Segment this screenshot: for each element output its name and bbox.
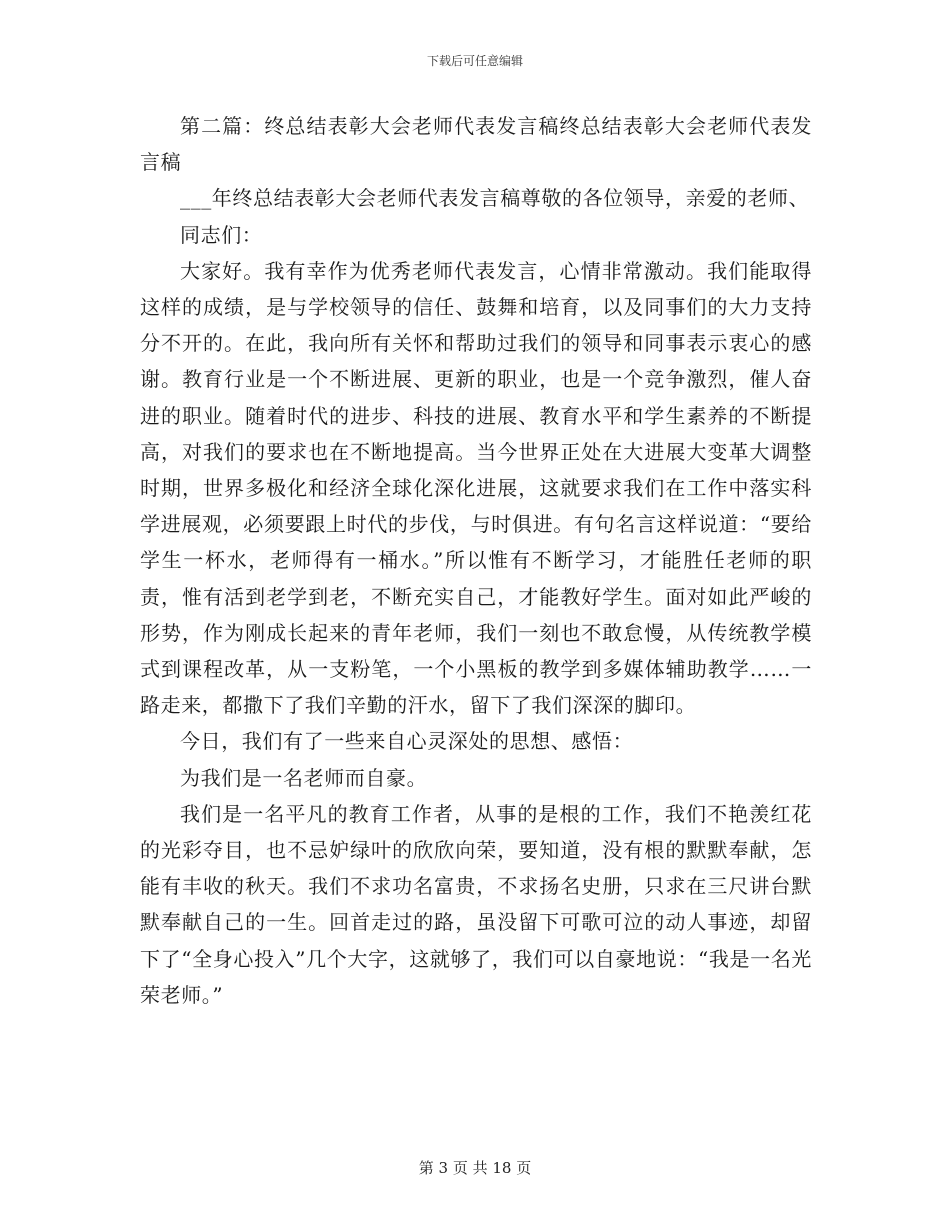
document-body (140, 108, 812, 1013)
section-title: 第二篇：终总结表彰大会老师代表发言稿终总结表彰大会老师代表发言稿 (140, 114, 812, 175)
paragraph-body: 为我们是一名老师而自豪。 (180, 765, 428, 790)
page-number-footer: 第 3 页 共 18 页 (418, 1159, 532, 1177)
paragraph-body: 大家好。我有幸作为优秀老师代表发言，心情非常激动。我们能取得这样的成绩，是与学校领导的信任、鼓舞和培育，以及同事们的大力支持分不开的。在此，我向所有关怀和帮助过我们的领导和同事表示衷心的感谢。教育行业是一个不断进展、更新的职业，也是一个竞争激烈，催人奋进的职业。随着时代的进步、科技的进展、教育水平和学生素养的不断提高，对我们的要求也在不断地提高。当今世界正处在大进展大变革大调整时期，世界多极化和经济全球化深化进展，这就要求我们在工作中落实科学进展观，必须要跟上时代的步伐，与时俱进。有句名言这样说道：“要给学生一杯水，老师得有一桶水。”所以惟有不断学习，才能胜任老师的职责，惟有活到老学到老，不断充实自己，才能教好学生。面对如此严峻的形势，作为刚成长起来的青年老师，我们一刻也不敢怠慢，从传统教学模式到课程改革，从一支粉笔，一个小黑板的教学到多媒体辅助教学……一路走来，都撒下了我们辛勤的汗水，留下了我们深深的脚印。 (140, 258, 812, 718)
page-header-note: 下载后可任意编辑 (426, 54, 523, 68)
paragraph-body: 今日，我们有了一些来自心灵深处的思想、感悟： (180, 729, 634, 754)
paragraph-salutation: 同志们： (180, 222, 263, 247)
paragraph-body: 我们是一名平凡的教育工作者，从事的是根的工作，我们不艳羡红花的光彩夺目，也不忌妒绿叶的欣欣向荣，要知道，没有根的默默奉献，怎能有丰收的秋天。我们不求功名富贵，不求扬名史册，只求在三尺讲台默默奉献自己的一生。回首走过的路，虽没留下可歌可泣的动人事迹，却留下了“全身心投入”几个大字，这就够了，我们可以自豪地说：“我是一名光荣老师。” (140, 801, 812, 1007)
paragraph-greeting-line: ___年终总结表彰大会老师代表发言稿尊敬的各位领导，亲爱的老师、 (180, 186, 810, 211)
